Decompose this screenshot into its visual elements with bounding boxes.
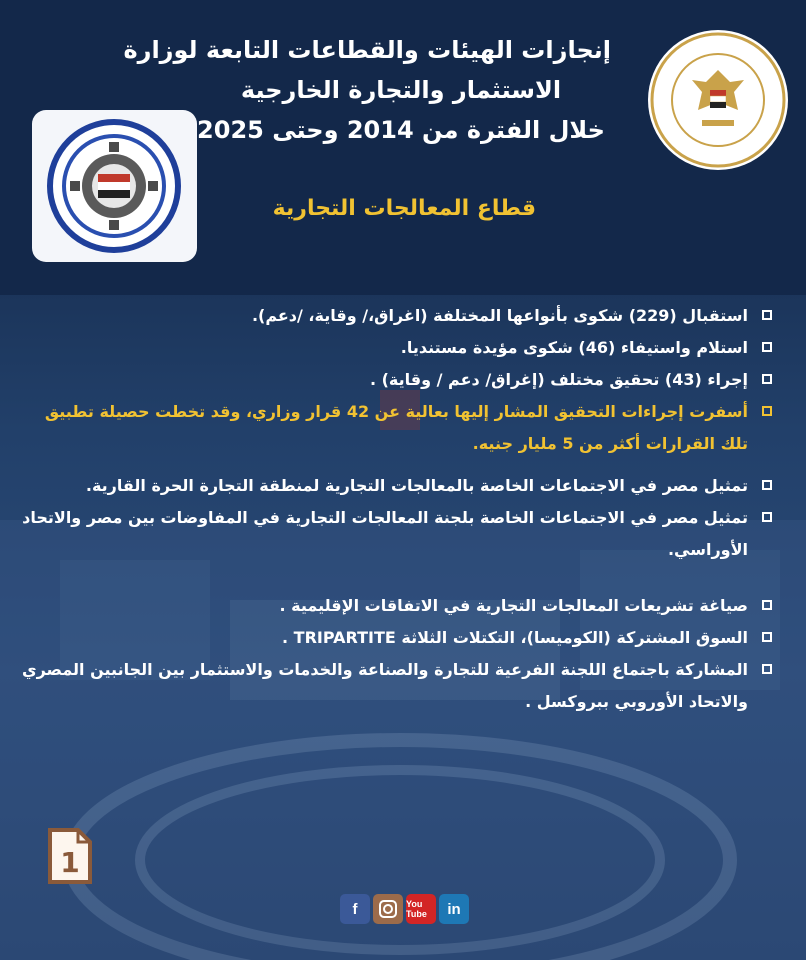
list-item: صياغة تشريعات المعالجات التجارية في الاتفاقات الإقليمية . bbox=[20, 590, 772, 622]
title-line-2: الاستثمار والتجارة الخارجية bbox=[240, 76, 562, 104]
checkbox-bullet-icon bbox=[762, 600, 772, 610]
list-item: استلام واستيفاء (46) شكوى مؤيدة مستنديا. bbox=[20, 332, 772, 364]
list-item: تمثيل مصر في الاجتماعات الخاصة بلجنة المعالجات التجارية في المفاوضات بين مصر والاتحاد الأوراسي. bbox=[20, 502, 772, 566]
checkbox-bullet-icon bbox=[762, 632, 772, 642]
page-number: 1 bbox=[60, 846, 80, 879]
sector-title: قطاع المعالجات التجارية bbox=[272, 196, 536, 221]
page-number-badge bbox=[46, 826, 94, 886]
list-item: استقبال (229) شكوى بأنواعها المختلفة (اغراق،/ وقاية، /دعم). bbox=[20, 300, 772, 332]
checkbox-bullet-icon bbox=[762, 310, 772, 320]
checkbox-bullet-icon bbox=[762, 342, 772, 352]
document-page-icon bbox=[46, 826, 94, 886]
instagram-icon[interactable] bbox=[373, 894, 403, 924]
gear-emblem-icon bbox=[32, 110, 197, 262]
title-line-3: خلال الفترة من 2014 وحتى 2025 bbox=[197, 116, 605, 144]
page-title bbox=[123, 30, 611, 150]
checkbox-bullet-icon bbox=[762, 480, 772, 490]
checkbox-bullet-icon bbox=[762, 374, 772, 384]
list-item: السوق المشتركة (الكوميسا)، التكتلات الثلاثة TRIPARTITE . bbox=[20, 622, 772, 654]
list-item: تمثيل مصر في الاجتماعات الخاصة بالمعالجات التجارية لمنطقة التجارة الحرة القارية. bbox=[20, 470, 772, 502]
checkbox-bullet-icon bbox=[762, 664, 772, 674]
facebook-icon[interactable]: f bbox=[340, 894, 370, 924]
list-item: أسفرت إجراءات التحقيق المشار إليها بعالية عن 42 قرار وزاري، وقد تخطت حصيلة تطبيق تلك القرارات أكثر من 5 مليار جنيه. bbox=[20, 396, 772, 460]
checkbox-bullet-icon bbox=[762, 406, 772, 416]
ministry-seal-logo bbox=[648, 30, 788, 170]
youtube-icon[interactable]: You Tube bbox=[406, 894, 436, 924]
achievements-list bbox=[20, 300, 772, 718]
linkedin-icon[interactable]: in bbox=[439, 894, 469, 924]
trade-remedies-logo bbox=[32, 110, 197, 262]
title-line-1: إنجازات الهيئات والقطاعات التابعة لوزارة bbox=[123, 36, 611, 64]
social-links bbox=[340, 894, 469, 924]
checkbox-bullet-icon bbox=[762, 512, 772, 522]
list-item: إجراء (43) تحقيق مختلف (إغراق/ دعم / وقاية) . bbox=[20, 364, 772, 396]
list-item: المشاركة باجتماع اللجنة الفرعية للتجارة والصناعة والخدمات والاستثمار بين الجانبين المصري والاتحاد الأوروبي ببروكسل . bbox=[20, 654, 772, 718]
eagle-seal-icon bbox=[648, 30, 788, 170]
